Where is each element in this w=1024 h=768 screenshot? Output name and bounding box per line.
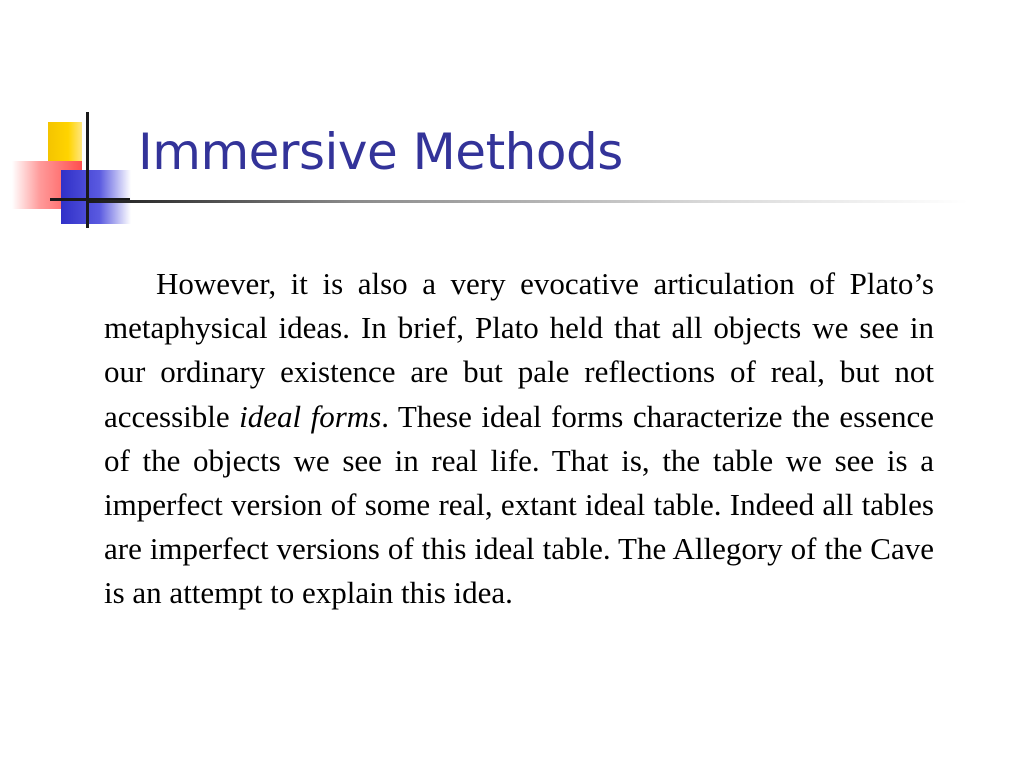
body-text-emphasis: ideal forms: [239, 398, 382, 434]
title-underline-rule: [88, 200, 968, 203]
body-text-part-2: . These ideal forms characterize the essence of the objects we see in real life. That is, the table we see is a imperfect version of some real, extant ideal table. Indeed all tables are imperfect versions of this ideal table. The Allegory of the Cave is an attempt to explain this idea.: [104, 398, 934, 611]
slide-title: Immersive Methods: [138, 123, 623, 181]
blue-square-shape: [61, 170, 131, 224]
body-paragraph: [104, 262, 934, 616]
slide-logo-decoration: [0, 100, 160, 240]
vertical-cross-line: [86, 112, 89, 228]
body-text-part-1: However, it is also a very evocative articulation of Plato’s metaphysical ideas. In brief, Plato held that all objects we see in our ordinary existence are but pale reflections of real, but not accessible: [104, 266, 934, 434]
